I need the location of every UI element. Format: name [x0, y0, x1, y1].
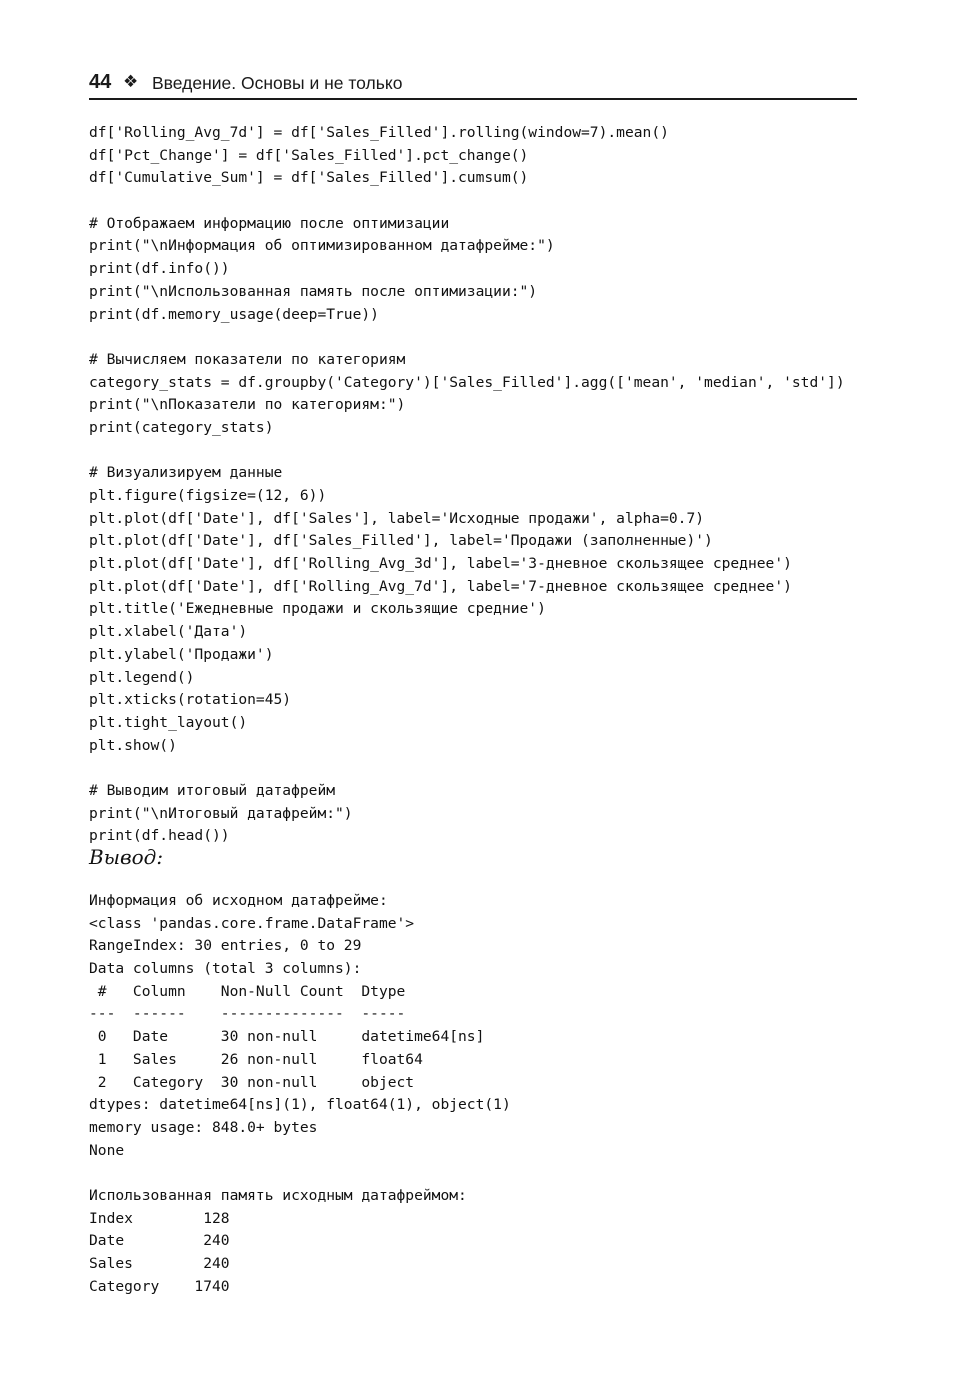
code-line: plt.title('Ежедневные продажи и скользящие средние')	[89, 600, 546, 618]
code-line	[89, 1162, 511, 1185]
code-line: plt.plot(df['Date'], df['Rolling_Avg_7d'], label='7-дневное скользящее среднее')	[89, 577, 792, 595]
code-line: plt.tight_layout()	[89, 713, 248, 731]
code-line: Category 1740	[89, 1277, 230, 1295]
code-line: 0 Date 30 non-null datetime64[ns]	[89, 1028, 485, 1046]
code-line: Data columns (total 3 columns):	[89, 960, 362, 978]
code-line: Информация об исходном датафрейме:	[89, 892, 388, 909]
code-line: Index 128	[89, 1209, 230, 1227]
code-line: print(df.info())	[89, 260, 230, 278]
code-line: Date 240	[89, 1232, 230, 1250]
code-line: print("\nИнформация об оптимизированном датафрейме:")	[89, 237, 555, 255]
running-title: Введение. Основы и не только	[152, 73, 403, 93]
code-line: plt.plot(df['Date'], df['Rolling_Avg_3d'], label='3-дневное скользящее среднее')	[89, 555, 792, 573]
code-line: plt.legend()	[89, 668, 195, 686]
code-line: df['Pct_Change'] = df['Sales_Filled'].pct_change()	[89, 146, 529, 164]
code-line: Sales 240	[89, 1255, 230, 1272]
code-line: print(df.head())	[89, 827, 230, 845]
code-line	[89, 757, 845, 780]
page-header	[89, 68, 857, 100]
page-number: 44	[89, 71, 112, 93]
code-line: # Вычисляем показатели по категориям	[89, 350, 406, 368]
code-line: df['Cumulative_Sum'] = df['Sales_Filled'].cumsum()	[89, 169, 529, 187]
code-line: plt.ylabel('Продажи')	[89, 645, 274, 663]
code-line: print("\nИспользованная память после оптимизации:")	[89, 282, 538, 300]
code-line: 1 Sales 26 non-null float64	[89, 1050, 423, 1068]
code-line: plt.figure(figsize=(12, 6))	[89, 487, 327, 504]
code-line: print(category_stats)	[89, 418, 274, 436]
code-line: # Визуализируем данные	[89, 464, 283, 482]
code-line: <class 'pandas.core.frame.DataFrame'>	[89, 914, 415, 932]
code-line: print("\nИтоговый датафрейм:")	[89, 804, 353, 822]
output-block	[89, 890, 511, 1298]
code-block	[89, 122, 845, 848]
code-line	[89, 440, 845, 463]
code-line: plt.plot(df['Date'], df['Sales_Filled'], label='Продажи (заполненные)')	[89, 532, 713, 550]
code-line: dtypes: datetime64[ns](1), float64(1), object(1)	[89, 1096, 511, 1114]
code-line: memory usage: 848.0+ bytes	[89, 1118, 318, 1136]
code-line: plt.plot(df['Date'], df['Sales'], label='Исходные продажи', alpha=0.7)	[89, 509, 705, 527]
code-line: --- ------ -------------- -----	[89, 1005, 406, 1023]
code-line: category_stats = df.groupby('Category')['Sales_Filled'].agg(['mean', 'median', 'std'])	[89, 373, 845, 391]
code-line: 2 Category 30 non-null object	[89, 1073, 415, 1091]
code-line: plt.xlabel('Дата')	[89, 623, 248, 641]
code-line: print(df.memory_usage(deep=True))	[89, 305, 379, 323]
code-line: None	[89, 1141, 125, 1159]
code-line: Использованная память исходным датафреймом:	[89, 1186, 467, 1204]
code-line: RangeIndex: 30 entries, 0 to 29	[89, 937, 362, 955]
code-line: plt.show()	[89, 736, 177, 754]
code-line: # Выводим итоговый датафрейм	[89, 781, 336, 799]
code-line: df['Rolling_Avg_7d'] = df['Sales_Filled'].rolling(window=7).mean()	[89, 124, 669, 141]
code-line: plt.xticks(rotation=45)	[89, 691, 292, 709]
output-heading: Вывод:	[89, 845, 164, 869]
diamond-ornament-icon: ❖	[123, 72, 139, 91]
code-line: print("\nПоказатели по категориям:")	[89, 396, 406, 414]
code-line	[89, 326, 845, 349]
code-line	[89, 190, 845, 213]
code-line: # Отображаем информацию после оптимизации	[89, 214, 450, 232]
code-line: # Column Non-Null Count Dtype	[89, 982, 406, 1000]
